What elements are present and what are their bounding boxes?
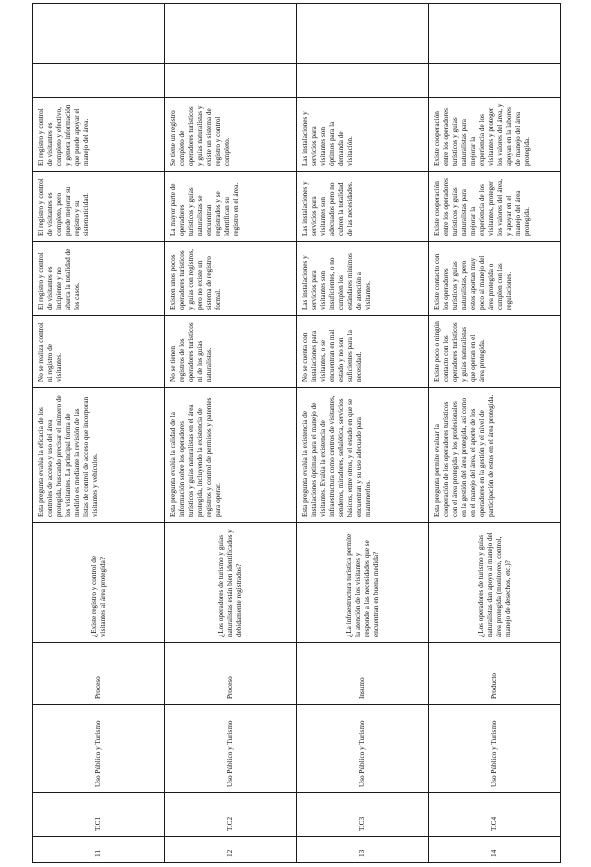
criterion-2-cell: La mayor parte de operadores turísticos y guías naturalistas se encuentran registrados y se identifican su registro en el área.	[165, 172, 297, 242]
observation-cell	[297, 64, 429, 98]
extra-cell	[165, 4, 297, 64]
criterion-1-cell: Existen unos pocos operadores turísticos y guías con registros, pero no existe un sistema de registro formal.	[165, 242, 297, 316]
question-cell: ¿La infraestructura turística permite la atención de los visitantes y responde a las necesidades que se encuentran en buena medida?	[297, 523, 429, 643]
criterion-0-cell: No se tienen registros de los operadores turísticos ni de los guías naturalistas.	[165, 316, 297, 388]
area-cell: Uso Público y Turismo	[297, 705, 429, 793]
criterion-0-cell: No se realiza control ni registro de visitantes.	[33, 316, 165, 388]
observation-cell	[429, 64, 561, 98]
criterion-3-cell: Se tiene un registro completo de operadores turísticos y guías naturalistas y existe un sistema de registro y control completo.	[165, 98, 297, 172]
question-cell: ¿Los operadores de turismo y guías naturalistas dan apoyo al manejo del área protegida (monitoreo, control, manejo de desechos, etc.)?	[429, 523, 561, 643]
indicator-type: Producto	[429, 643, 561, 705]
extra-cell	[33, 4, 165, 64]
area-cell: Uso Público y Turismo	[165, 705, 297, 793]
criterion-1-cell: El registro y control de visitantes es incipiente y no abarca la totalidad de los casos.	[33, 242, 165, 316]
area-cell: Uso Público y Turismo	[429, 705, 561, 793]
question-cell: ¿Existe registro y control de visitantes al área protegida?	[33, 523, 165, 643]
description-cell: Esta pregunta evalúa la existencia de instalaciones óptimas para el manejo de visitantes. Evalúa la existencia de infraestructura como centros de visitantes, senderos, miradores, señalética, servicios básicos, entre otros, y el estado en que se encuentran y su uso adecuado para mantenerlos.	[297, 388, 429, 523]
indicator-code: T.C3	[297, 793, 429, 837]
indicator-type: Proceso	[33, 643, 165, 705]
observation-cell	[165, 64, 297, 98]
criterion-3-cell: El registro y control de visitantes es completo y efectivo, y genera información que puede apoyar el manejo del área.	[33, 98, 165, 172]
evaluation-table	[32, 3, 561, 863]
row-number: 12	[165, 837, 297, 863]
criterion-1-cell: Existe contacto con los operadores turísticos y guías naturalistas, pero estos aportan muy poco al manejo del área protegida o cumplen con las regulaciones.	[429, 242, 561, 316]
row-number: 11	[33, 837, 165, 863]
criterion-2-cell: El registro y control de visitantes es completo, pero puede mejorar su registro y su sistematicidad.	[33, 172, 165, 242]
table-row	[297, 4, 429, 863]
observation-cell	[33, 64, 165, 98]
rotated-evaluation-table	[32, 4, 561, 863]
indicator-code: T.C1	[33, 793, 165, 837]
indicator-type: Proceso	[165, 643, 297, 705]
criterion-0-cell: No se cuenta con instalaciones para visitantes, o se encuentran en mal estado y no son suficientes para la necesidad.	[297, 316, 429, 388]
extra-cell	[429, 4, 561, 64]
table-row	[165, 4, 297, 863]
indicator-code: T.C2	[165, 793, 297, 837]
indicator-type: Insumo	[297, 643, 429, 705]
row-number: 14	[429, 837, 561, 863]
description-cell: Esta pregunta evalúa la eficacia de los controles de acceso y uso del área protegida, buscando precisar el número de los visitantes. La principal forma de medirlo es mediante la revisión de las listas de control de acceso que incorporan visitantes y vehículos.	[33, 388, 165, 523]
criterion-1-cell: Las instalaciones y servicios para visitantes son insuficientes, o no cumplen los estándares mínimos de atención a visitantes.	[297, 242, 429, 316]
indicator-code: T.C4	[429, 793, 561, 837]
criterion-2-cell: Existe cooperación entre los operadores turísticos y guías naturalistas para mejorar la experiencia de los visitantes, proteger los valores del área, y apoyar en el manejo del área protegida.	[429, 172, 561, 242]
row-number: 13	[297, 837, 429, 863]
criterion-2-cell: Las instalaciones y servicios para visitantes son adecuados pero no cubren la totalidad de las necesidades.	[297, 172, 429, 242]
criterion-3-cell: Las instalaciones y servicios para visitantes son óptimos para la demanda de visitación.	[297, 98, 429, 172]
extra-cell	[297, 4, 429, 64]
description-cell: Esta pregunta evalúa la calidad de la información sobre los operadores turísticos y guías naturalistas en el área protegida, incluyendo la existencia de registros y control de permisos y patentes para operar.	[165, 388, 297, 523]
table-row	[33, 4, 165, 863]
question-cell: ¿Los operadores de turismo y guías naturalistas están bien identificados y debidamente registrados?	[165, 523, 297, 643]
description-cell: Esta pregunta permite evaluar la cooperación de los operadores turísticos con el área protegida y los profesionales en la gestión del área protegida, así como en el manejo del área, el aporte de los operadores en la gestión y el nivel de participación de estos en el área protegida.	[429, 388, 561, 523]
area-cell: Uso Público y Turismo	[33, 705, 165, 793]
table-row	[429, 4, 561, 863]
criterion-3-cell: Existe cooperación entre los operadores turísticos y guías naturalistas para mejorar la experiencia de los visitantes y proteger los valores del área, y apoyan en la labores de manejo del área protegida.	[429, 98, 561, 172]
criterion-0-cell: Existe poco o ningún contacto con los operadores turísticos y guías naturalistas que operan en el área protegida.	[429, 316, 561, 388]
